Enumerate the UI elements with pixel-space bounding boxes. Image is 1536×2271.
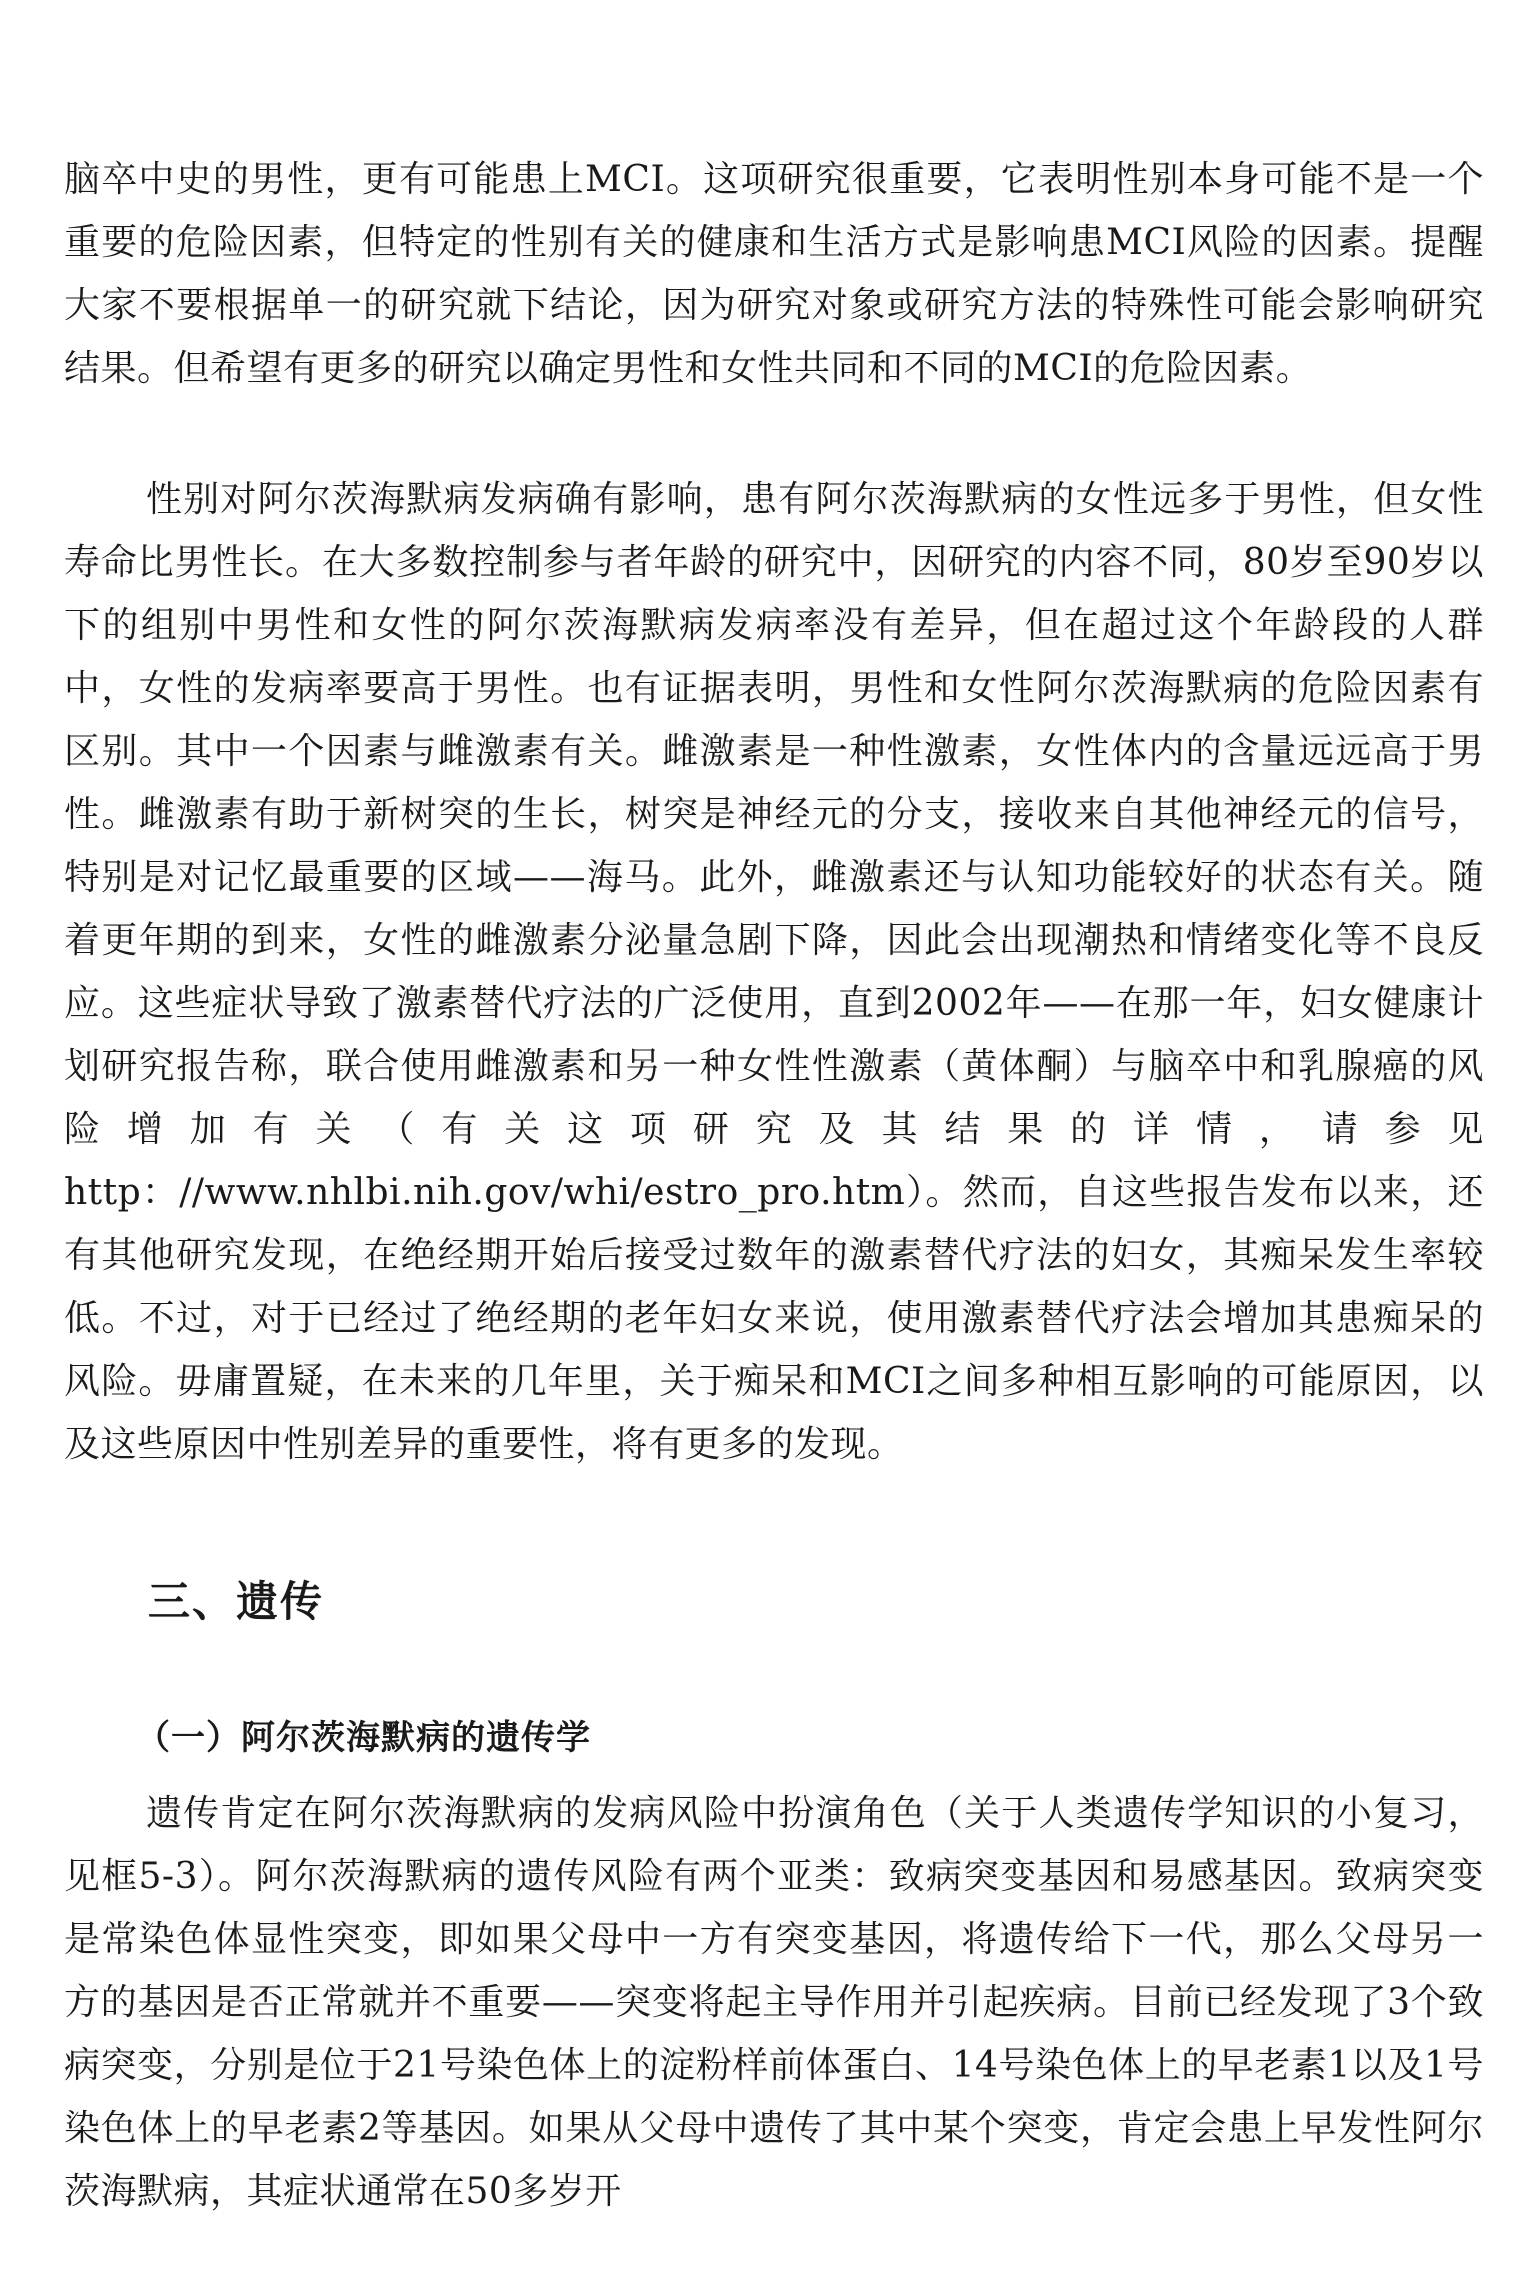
subsection-heading-alzheimers-genetics: （一）阿尔茨海默病的遗传学 — [136, 1718, 591, 1758]
body-paragraph-genetics: 遗传肯定在阿尔茨海默病的发病风险中扮演角色（关于人类遗传学知识的小复习，见框5-3）。阿尔茨海默病的遗传风险有两个亚类：致病突变基因和易感基因。致病突变是常染色体显性突变，即如果父母中一方有突变基因，将遗传给下一代，那么父母另一方的基因是否正常就并不重要——突变将起主导作用并引起疾病。目前已经发现了3个致病突变，分别是位于21号染色体上的淀粉样前体蛋白、14号染色体上的早老素1以及1号染色体上的早老素2等基因。如果从父母中遗传了其中某个突变，肯定会患上早发性阿尔茨海默病，其症状通常在50多岁开 — [64, 1793, 1484, 2212]
body-paragraph-sex-alzheimers: 性别对阿尔茨海默病发病确有影响，患有阿尔茨海默病的女性远多于男性，但女性寿命比男性长。在大多数控制参与者年龄的研究中，因研究的内容不同，80岁至90岁以下的组别中男性和女性的阿尔茨海默病发病率没有差异，但在超过这个年龄段的人群中，女性的发病率要高于男性。也有证据表明，男性和女性阿尔茨海默病的危险因素有区别。其中一个因素与雌激素有关。雌激素是一种性激素，女性体内的含量远远高于男性。雌激素有助于新树突的生长，树突是神经元的分支，接收来自其他神经元的信号，特别是对记忆最重要的区域——海马。此外，雌激素还与认知功能较好的状态有关。随着更年期的到来，女性的雌激素分泌量急剧下降，因此会出现潮热和情绪变化等不良反应。这些症状导致了激素替代疗法的广泛使用，直到2002年——在那一年，妇女健康计划研究报告称，联合使用雌激素和另一种女性性激素（黄体酮）与脑卒中和乳腺癌的风险增加有关（有关这项研究及其结果的详情，请参见http：//www.nhlbi.nih.gov/whi/estro_pro.htm）。然而，自这些报告发布以来，还有其他研究发现，在绝经期开始后接受过数年的激素替代疗法的妇女，其痴呆发生率较低。不过，对于已经过了绝经期的老年妇女来说，使用激素替代疗法会增加其患痴呆的风险。毋庸置疑，在未来的几年里，关于痴呆和MCI之间多种相互影响的可能原因，以及这些原因中性别差异的重要性，将有更多的发现。 — [64, 479, 1484, 1465]
section-heading-genetics: 三、遗传 — [148, 1577, 325, 1626]
body-paragraph-sex-mci: 脑卒中史的男性，更有可能患上MCI。这项研究很重要，它表明性别本身可能不是一个重要的危险因素，但特定的性别有关的健康和生活方式是影响患MCI风险的因素。提醒大家不要根据单一的研究就下结论，因为研究对象或研究方法的特殊性可能会影响研究结果。但希望有更多的研究以确定男性和女性共同和不同的MCI的危险因素。 — [64, 159, 1484, 389]
